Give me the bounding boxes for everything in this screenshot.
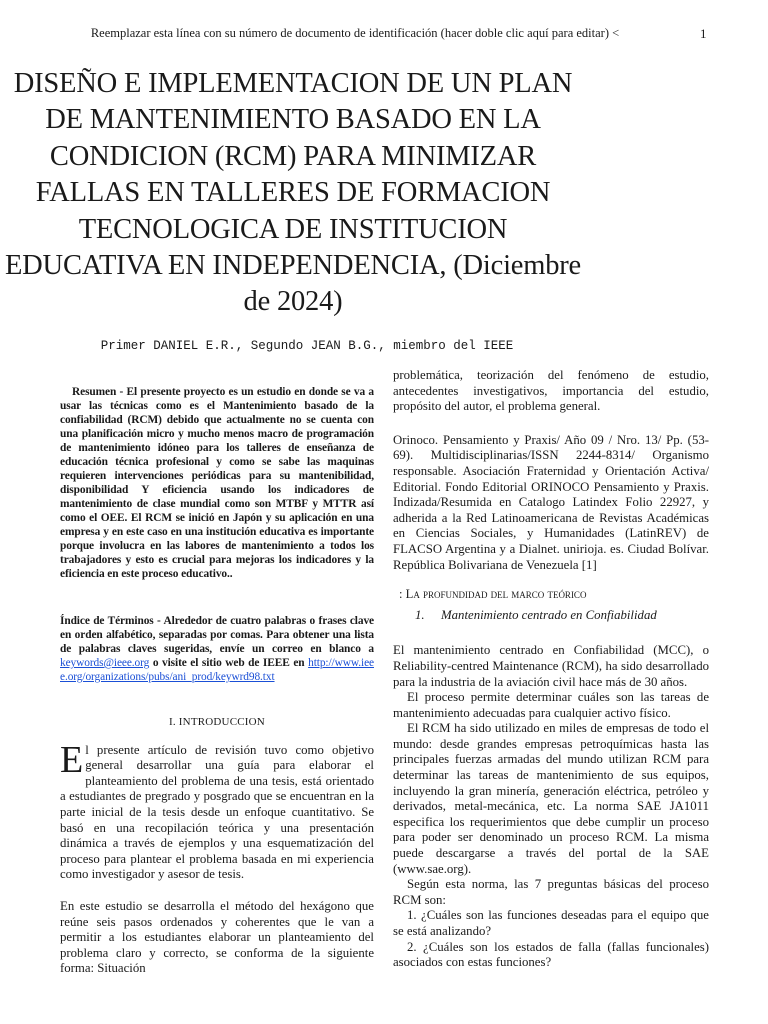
subsubsection-number: 1. bbox=[415, 607, 425, 622]
section-heading-introduccion: I. INTRODUCCION bbox=[169, 716, 265, 728]
paper-title[interactable]: DISEÑO E IMPLEMENTACION DE UN PLAN DE MANTENIMIENTO BASADO EN LA CONDICION (RCM) PARA MINIMIZAR FALLAS EN TALLERES DE FORMACION TECNOLOGICA DE INSTITUCION EDUCATIVA EN INDEPENDENCIA, (Diciembre de 2024) bbox=[4, 68, 582, 318]
index-terms-middle: o visite el sitio web de IEEE en bbox=[149, 657, 309, 669]
subsection-heading: : La profundidad del marco teórico bbox=[399, 587, 587, 602]
right-column bbox=[393, 368, 709, 971]
keywords-url-link[interactable]: http://www.ieee.org/organizations/pubs/ani_prod/keywrd98.txt bbox=[60, 657, 374, 683]
subsubsection-title: Mantenimiento centrado en Confiabilidad bbox=[441, 607, 657, 622]
drop-cap: E bbox=[60, 738, 84, 781]
rcm-questions-intro: Según esta norma, las 7 preguntas básicas del proceso RCM son: bbox=[393, 877, 709, 907]
page-number: 1 bbox=[700, 26, 707, 41]
rcm-definition-paragraph: El mantenimiento centrado en Confiabilidad (MCC), o Reliability-centred Maintenance (RCM), ha sido desarrollado para la industria de la aviación civil hace más de 30 años. bbox=[393, 643, 709, 689]
hexagon-method-paragraph: En este estudio se desarrolla el método del hexágono que reúne seis pasos ordenados y coherentes que le van a permitir a los estudiantes elaborar un planteamiento del problema claro y correcto, se conforma de la siguiente forma: Situación bbox=[60, 898, 374, 976]
rcm-process-paragraph: El proceso permite determinar cuáles son las tareas de mantenimiento adecuadas para cualquier activo físico. bbox=[393, 690, 709, 720]
rcm-usage-paragraph: El RCM ha sido utilizado en miles de empresas de todo el mundo: desde grandes empresas petroquímicas hasta las principales fuerzas armadas del mundo utilizan RCM para determinar las tareas de mantenimiento de sus equipos, incluyendo la gran minería, generación eléctrica, petróleo y derivados, metal-mecánica, etc. La norma SAE JA1011 especifica los requerimientos que debe cumplir un proceso para poder ser denominado un proceso RCM. La misma puede descargarse a través del portal de la SAE (www.sae.org). bbox=[393, 721, 709, 876]
running-head: Reemplazar esta línea con su número de documento de identificación (hacer doble clic aquí para editar) < bbox=[90, 26, 620, 40]
index-terms-text: Índice de Términos - Alrededor de cuatro palabras o frases clave en orden alfabético, separadas por comas. Para obtener una lista de palabras claves sugeridas, envíe un correo en blanco a bbox=[60, 615, 374, 655]
question-1: 1. ¿Cuáles son las funciones deseadas para el equipo que se está analizando? bbox=[393, 908, 709, 938]
paragraph-continuation: problemática, teorización del fenómeno de estudio, antecedentes investigativos, importancia del estudio, propósito del autor, el problema general. bbox=[393, 368, 709, 414]
intro-paragraph bbox=[60, 738, 374, 883]
left-column bbox=[60, 385, 374, 977]
email-link[interactable]: keywords@ieee.org bbox=[60, 657, 150, 669]
abstract: Resumen - El presente proyecto es un estudio en donde se va a usar las técnicas como es el Mantenimiento basado de la confiabilidad (RCM) debido que actualmente no se cuenta con una planificación micro y mucho menos macro de programación de mantenimiento idóneo para los talleres de enseñanza de educación técnica profesional y como se sabe las maquinas requieren intervenciones periódicas para su mantenibilidad, disponibilidad Y eficiencia usando los indicadores de mantenimiento de clase mundial como son MTBF y MTTR así como el OEE. El RCM se inició en Japón y su aplicación en una empresa y en este caso en una institución educativa es importante porque involucra en las labores de mantenimiento a todos los trabajadores y esto es crucial para mejoras los indicadores y la eficiencia en este proceso educativo.. bbox=[60, 386, 374, 580]
citation-paragraph: Orinoco. Pensamiento y Praxis/ Año 09 / Nro. 13/ Pp. (53-69). Multidisciplinarias/ISSN 2244-8314/ Organismo responsable. Asociación Fraternidad y Orientación Activa/ Editorial. Fondo Editorial ORINOCO Pensamiento y Praxis. Indizada/Resumida en Catalogo Latindex Folio 22927, y adherida a la Red Latinoamericana de Revistas Académicas en Ciencias Sociales, y Humanidades (LatinREV) de FLACSO Argentina y a Dialnet. unirioja. es. Ciudad Bolívar. República Bolivariana de Venezuela [1] bbox=[393, 432, 709, 572]
subsubsection-heading bbox=[415, 608, 709, 624]
index-terms bbox=[60, 614, 374, 684]
intro-paragraph-text: l presente artículo de revisión tuvo como objetivo general desarrollar una guía para elaborar el planteamiento del problema de una tesis, está orientado a estudiantes de pregrado y posgrado que se encuentran en la parte inicial de la tesis desde un enfoque cuantitativo. Se basó en una recopilación teórica y una presentación dinámica a través de ejemplos y una esquematización del proceso para plantear el problema basada en mi experiencia como investigador y asesor de tesis. bbox=[60, 742, 374, 882]
question-2: 2. ¿Cuáles son los estados de falla (fallas funcionales) asociados con estas funciones? bbox=[393, 939, 709, 970]
author-line[interactable]: Primer DANIEL E.R., Segundo JEAN B.G., miembro del IEEE bbox=[100, 339, 514, 353]
